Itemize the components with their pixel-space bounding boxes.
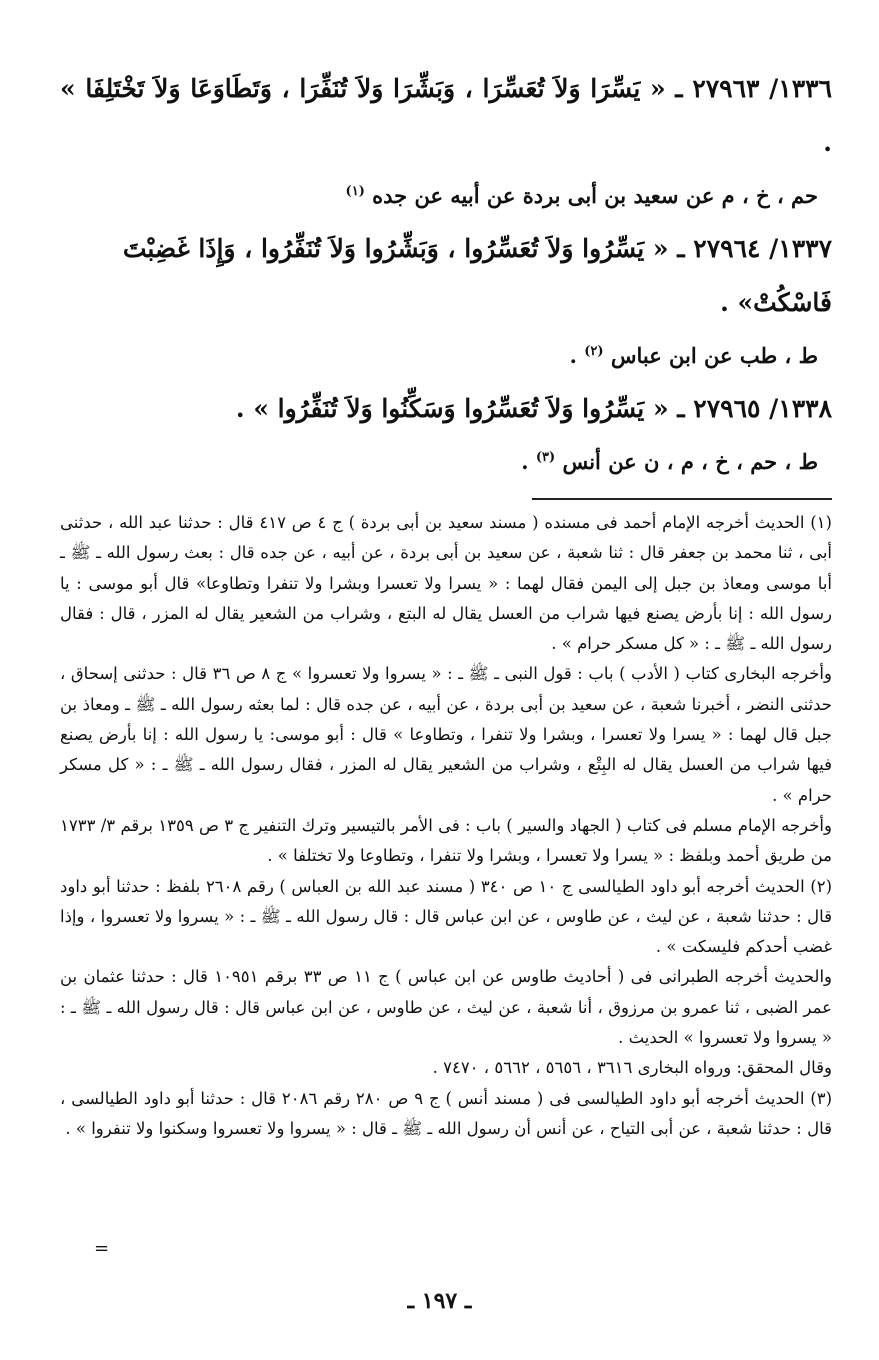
source-1337-end: .	[569, 343, 577, 368]
footnote-ref-1: (١)	[345, 184, 365, 199]
footnote-ref-2: (٢)	[584, 344, 604, 359]
hadith-1336: ١٣٣٦/ ٢٧٩٦٣ ـ « يَسِّرَا وَلاَ تُعَسِّرَا ، وَبَشِّرَا وَلاَ تُنَفِّرَا ، وَتَطَاوَعَا وَلاَ تَخْتَلِفَا » .	[60, 74, 832, 157]
page-body	[60, 62, 832, 1144]
source-1336	[60, 170, 832, 222]
footnote-2-paragraph-1: (٢) الحديث أخرجه أبو داود الطيالسى ج ١٠ ص ٣٤٠ ( مسند عبد الله بن العباس ) رقم ٢٦٠٨ بلفظ : حدثنا أبو داود قال : حدثنا شعبة ، عن ليث ، عن طاوس ، عن ابن عباس قال : قال رسول الله ـ ﷺ ـ : « يسروا ولا تعسروا ، وإذا غضب أحدكم فليسكت » .	[60, 876, 832, 957]
source-1336-text: حم ، خ ، م عن سعيد بن أبى بردة عن أبيه عن جده	[372, 183, 818, 208]
source-1337	[60, 330, 832, 382]
hadith-1337: ١٣٣٧/ ٢٧٩٦٤ ـ « يَسِّرُوا وَلاَ تُعَسِّرُوا ، وَبَشِّرُوا وَلاَ تُنَفِّرُوا ، وَإِذَا غَضِبْتَ	[122, 234, 832, 263]
footnote-3-paragraph-1: (٣) الحديث أخرجه أبو داود الطيالسى فى ( مسند أنس ) ج ٩ ص ٢٨٠ رقم ٢٠٨٦ قال : حدثنا أبو داود الطيالسى ، قال : حدثنا شعبة ، عن أبى التياح ، عن أنس أن رسول الله ـ ﷺ ـ قال : « يسروا ولا تعسروا وسكنوا ولا تنفروا » .	[60, 1088, 833, 1138]
footnote-ref-3: (٣)	[535, 450, 556, 465]
page-number: ـ ١٩٧ ـ	[407, 1288, 472, 1314]
footnote-1-paragraph-3: وأخرجه الإمام مسلم فى كتاب ( الجهاد والسير ) باب : فى الأمر بالتيسير وترك التنفير ج ٣ ص ١٣٥٩ برقم ٣/ ١٧٣٣ من طريق أحمد وبلفظ : « يسرا ولا تعسرا ، وبشرا ولا تنفرا ، وتطاوعا ولا تختلفا » .	[60, 815, 832, 866]
footnote-1-paragraph-2: وأخرجه البخارى كتاب ( الأدب ) باب : قول النبى ـ ﷺ ـ : « يسروا ولا تعسروا » ج ٨ ص ٣٦ قال : حدثنى إسحاق ، حدثنى النضر ، أخبرنا شعبة ، عن سعيد بن أبى بردة ، عن أبيه ، عن جده قال : لما بعثه رسول الله ـ ﷺ ـ ومعاذ بن جبل قال لهما : « يسرا ولا تعسرا ، وبشرا ولا تنفرا ، وتطاوعا » قال : أبو موسى: يا رسول الله : إنا بأرض يصنع فيها شراب من العسل يقال له البِتْع ، وشراب من الشعير يقال له المزر ، فقال رسول الله ـ ﷺ ـ : « كل مسكر حرام » .	[60, 664, 832, 805]
continuation-mark: =	[94, 1238, 110, 1259]
footnote-2-paragraph-2: والحديث أخرجه الطبرانى فى ( أحاديث طاوس عن ابن عباس ) ج ١١ ص ٣٣ برقم ١٠٩٥١ قال : حدثنا عثمان بن عمر الضبى ، ثنا عمرو بن مرزوق ، أنا شعبة ، عن ليث ، عن طاوس ، عن ابن عباس قال : قال رسول الله ـ ﷺ ـ : « يسروا ولا تعسروا » الحديث .	[60, 967, 832, 1048]
source-1337-text: ط ، طب عن ابن عباس	[610, 343, 818, 368]
footnotes	[60, 508, 832, 1144]
footnote-1-paragraph-1: (١) الحديث أخرجه الإمام أحمد فى مسنده ( مسند سعيد بن أبى بردة ) ج ٤ ص ٤١٧ قال : حدثنا عبد الله ، حدثنى أبى ، ثنا محمد بن جعفر قال : ثنا شعبة ، عن سعيد بن أبى بردة ، عن أبيه ، عن جده قال : بعث رسول الله ـ ﷺ ـ أبا موسى ومعاذ بن جبل إلى اليمن فقال لهما : « يسرا ولا تعسرا وبشرا ولا تنفرا وتطاوعا» قال أبو موسى : يا رسول الله : إنا بأرض يصنع فيها شراب من العسل يقال له البتع ، وشراب من الشعير يقال له المزر ، قال : فقال رسول الله ـ ﷺ ـ : « كل مسكر حرام » .	[60, 513, 832, 654]
footnote-2-paragraph-3: وقال المحقق: ورواه البخارى ٣٦١٦ ، ٥٦٥٦ ، ٥٦٦٢ ، ٧٤٧٠ .	[432, 1058, 832, 1078]
hadith-1338: ١٣٣٨/ ٢٧٩٦٥ ـ « يَسِّرُوا وَلاَ تُعَسِّرُوا وَسَكِّنُوا وَلاَ تُنَفِّرُوا » .	[235, 394, 832, 423]
source-1338-end: .	[521, 449, 529, 474]
footnote-separator	[532, 498, 832, 500]
source-1338	[60, 436, 832, 488]
hadith-1337-continuation: فَاسْكُتْ» .	[720, 288, 832, 317]
source-1338-text: ط ، حم ، خ ، م ، ن عن أنس	[562, 449, 818, 474]
